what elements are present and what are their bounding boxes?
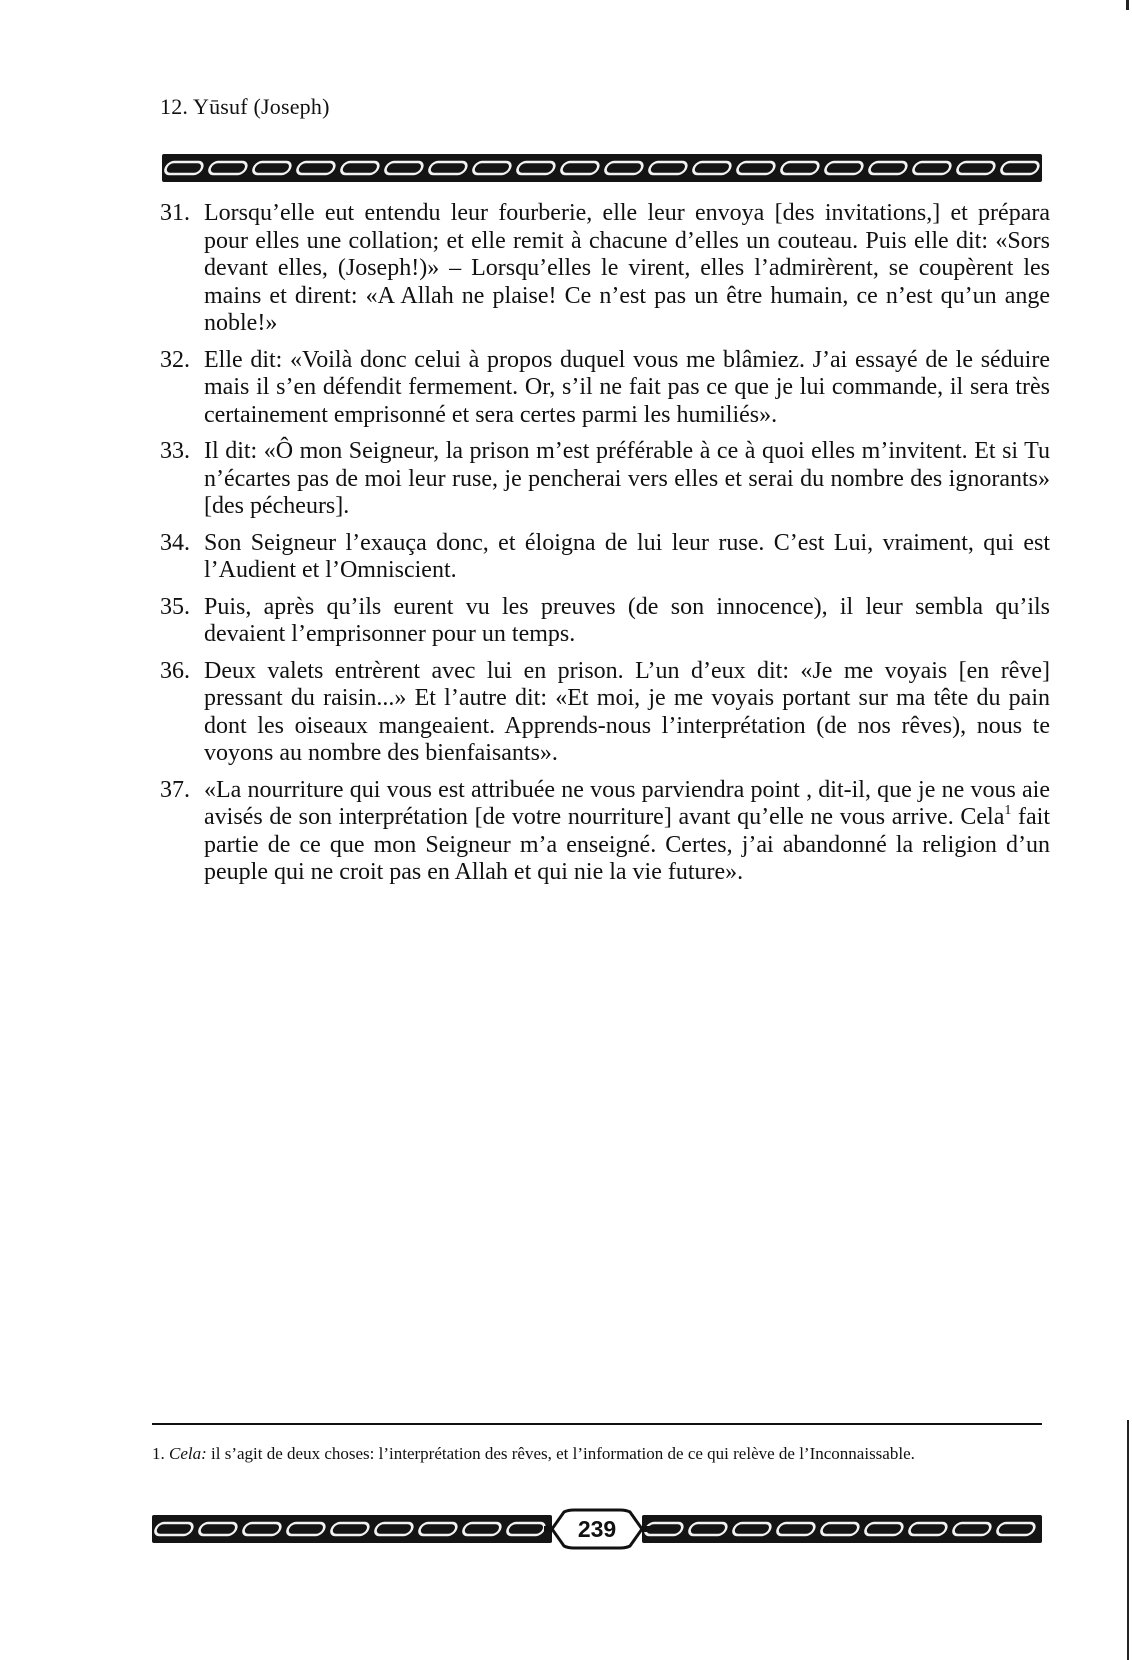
verse-34 xyxy=(160,530,1050,585)
chain-link-icon xyxy=(688,1523,728,1535)
chain-link-icon xyxy=(154,1523,194,1535)
chain-link-icon xyxy=(1000,162,1040,174)
scan-edge-line xyxy=(1127,1420,1129,1660)
chain-ornament-icon xyxy=(152,1515,552,1543)
verse-number: 32. xyxy=(160,346,190,373)
chain-link-icon xyxy=(164,162,204,174)
verse-text-part: fait partie de ce que mon Seigneur m’a enseigné. Certes, j’ai abandonné la religion d’un peuple qui ne croit pas en Allah et qui nie la vie future». xyxy=(204,804,1051,885)
footnote-divider xyxy=(152,1423,1042,1425)
verse-text: Il dit: «Ô mon Seigneur, la prison m’est préférable à ce à quoi elles m’invitent. Et si Tu n’écartes pas de moi leur ruse, je pencherai vers elles et serai du nombre des ignorants» [des pécheurs]. xyxy=(204,438,1050,519)
chain-ornament-left-icon xyxy=(152,1515,552,1543)
chain-link-icon xyxy=(560,162,600,174)
chain-link-icon xyxy=(340,162,380,174)
chain-link-icon xyxy=(864,1523,904,1535)
chain-link-icon xyxy=(952,1523,992,1535)
chain-link-icon xyxy=(516,162,556,174)
page-footer xyxy=(152,1508,1042,1552)
verse-text: Puis, après qu’ils eurent vu les preuves (de son innocence), il leur sembla qu’ils devaient l’emprisonner pour un temps. xyxy=(204,593,1050,647)
chain-link-icon xyxy=(996,1523,1036,1535)
verse-33 xyxy=(160,438,1050,521)
chain-link-icon xyxy=(462,1523,502,1535)
verse-35 xyxy=(160,594,1050,649)
verse-text xyxy=(204,777,1050,887)
verse-list xyxy=(160,200,1050,896)
chain-link-icon xyxy=(824,162,864,174)
chain-link-icon xyxy=(648,162,688,174)
chain-ornament-icon xyxy=(162,154,1042,182)
chain-link-icon xyxy=(732,1523,772,1535)
chain-link-icon xyxy=(776,1523,816,1535)
chain-link-icon xyxy=(736,162,776,174)
chain-link-icon xyxy=(820,1523,860,1535)
running-header: 12. Yūsuf (Joseph) xyxy=(160,94,330,119)
chain-link-icon xyxy=(198,1523,238,1535)
verse-text: Lorsqu’elle eut entendu leur fourberie, elle leur envoya [des invitations,] et prépara pour elles une collation; et elle remit à chacune d’elles un couteau. Puis elle dit: «Sors devant elles, (Joseph!)» – Lorsqu’elles le virent, elles l’admirèrent, se coupèrent les mains et dirent: «A Allah ne plaise! Ce n’est pas un être humain, ce n’est qu’un ange noble!» xyxy=(204,200,1050,336)
verse-text: Elle dit: «Voilà donc celui à propos duquel vous me blâmiez. J’ai essayé de le séduire mais il s’en défendit fermement. Or, s’il ne fait pas ce que je lui commande, il sera très certainement emprisonné et sera certes parmi les humiliés». xyxy=(204,346,1050,428)
chain-link-icon xyxy=(692,162,732,174)
chain-link-icon xyxy=(868,162,908,174)
verse-number: 33. xyxy=(160,438,190,464)
verse-text-part: «La nourriture qui vous est attribuée ne vous parviendra point , dit-il, que je ne vous aie avisés de son interprétation [de votre nourriture] avant qu’elle ne vous arrive. Cela xyxy=(204,776,1050,830)
chain-ornament-right-icon xyxy=(642,1515,1042,1543)
verse-number: 34. xyxy=(160,529,190,556)
verse-text: Son Seigneur l’exauça donc, et éloigna de lui leur ruse. C’est Lui, vraiment, qui est l’Audient et l’Omniscient. xyxy=(204,529,1050,583)
chain-link-icon xyxy=(604,162,644,174)
verse-text: Deux valets entrèrent avec lui en prison. L’un d’eux dit: «Je me voyais [en rêve] pressant du raisin...» Et l’autre dit: «Et moi, je me voyais portant sur ma tête du pain dont les oiseaux mangeaient. Apprends-nous l’interprétation (de nos rêves), nous te voyons au nombre des bienfaisants». xyxy=(204,657,1050,766)
chain-link-icon xyxy=(374,1523,414,1535)
chain-link-icon xyxy=(908,1523,948,1535)
footnote-marker: 1. xyxy=(152,1444,165,1463)
chain-link-icon xyxy=(472,162,512,174)
footnote-text: il s’agit de deux choses: l’interprétation des rêves, et l’information de ce qui relève de l’Inconnaissable. xyxy=(206,1444,915,1463)
verse-36 xyxy=(160,658,1050,768)
chain-link-icon xyxy=(296,162,336,174)
chain-link-icon xyxy=(252,162,292,174)
chain-ornament-icon xyxy=(642,1515,1042,1543)
verse-32 xyxy=(160,347,1050,430)
chain-link-icon xyxy=(418,1523,458,1535)
footnote-reference[interactable]: 1 xyxy=(1004,803,1012,818)
chain-link-icon xyxy=(330,1523,370,1535)
chain-link-icon xyxy=(384,162,424,174)
chain-link-icon xyxy=(912,162,952,174)
verse-number: 31. xyxy=(160,200,190,226)
scan-edge-mark xyxy=(1126,0,1129,10)
verse-31 xyxy=(160,200,1050,338)
page-number: 239 xyxy=(577,1515,617,1542)
chain-link-icon xyxy=(242,1523,282,1535)
chain-link-icon xyxy=(286,1523,326,1535)
footnote xyxy=(152,1442,1042,1465)
chain-link-icon xyxy=(506,1523,546,1535)
chain-ornament-top-icon xyxy=(162,154,1042,182)
verse-number: 36. xyxy=(160,657,190,684)
chain-link-icon xyxy=(208,162,248,174)
verse-37 xyxy=(160,777,1050,887)
footnote-term: Cela: xyxy=(169,1444,207,1463)
chain-link-icon xyxy=(956,162,996,174)
chain-link-icon xyxy=(780,162,820,174)
verse-number: 37. xyxy=(160,776,190,803)
page-number-badge xyxy=(544,1508,650,1550)
verse-number: 35. xyxy=(160,593,190,620)
chain-link-icon xyxy=(428,162,468,174)
